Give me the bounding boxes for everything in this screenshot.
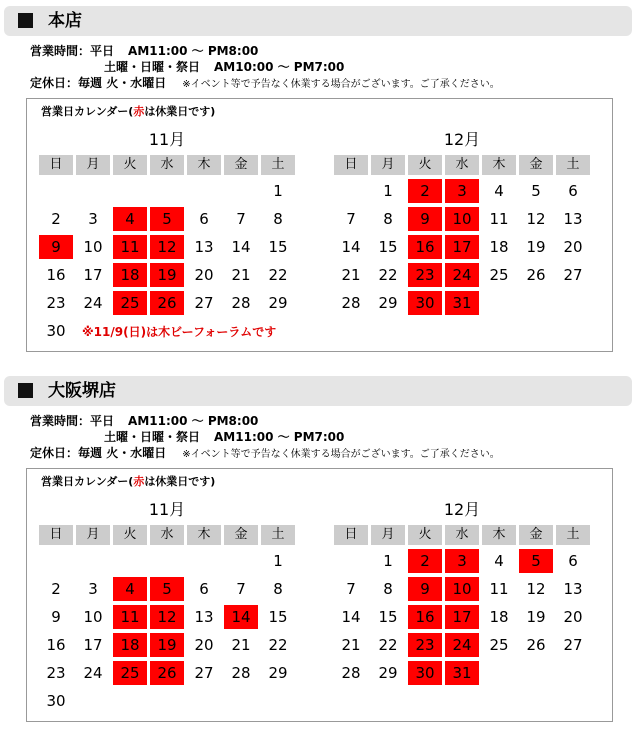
- calendar-day: 5: [531, 182, 541, 200]
- weekday-header: 月: [76, 155, 110, 175]
- calendar-day: 2: [51, 210, 61, 228]
- weekday-header: 火: [113, 155, 147, 175]
- calendar-day: 13: [194, 608, 214, 626]
- hours-days: 平日: [90, 414, 115, 428]
- hours-time: AM11:00 ～ PM8:00: [128, 44, 259, 58]
- calendar-day: 18: [489, 238, 509, 256]
- closed-days: 毎週 火・水曜日: [78, 446, 167, 460]
- weekday-header: 木: [187, 525, 221, 545]
- calendar-day: 12: [526, 580, 546, 598]
- calendar-day: 7: [236, 210, 246, 228]
- calendar-day: 10: [83, 608, 103, 626]
- calendar-day: 15: [378, 238, 398, 256]
- calendar-day: 1: [273, 182, 283, 200]
- calendar-note: ※11/9(日)は木ビーフォーラムです: [82, 325, 277, 339]
- hours-label: 営業時間：: [30, 44, 91, 58]
- weekday-header: 火: [113, 525, 147, 545]
- calendar-day: 8: [273, 210, 283, 228]
- calendar-day: 29: [378, 294, 398, 312]
- hours-time: AM10:00 ～ PM7:00: [214, 60, 345, 74]
- calendar-day: 19: [526, 238, 546, 256]
- calendar-day: 28: [341, 294, 361, 312]
- calendar-day-closed: 17: [445, 605, 479, 629]
- calendar-day: 9: [51, 608, 61, 626]
- calendar-day: 27: [563, 636, 583, 654]
- calendar-day: 11: [489, 580, 509, 598]
- calendar-day: 3: [88, 210, 98, 228]
- weekday-header: 木: [482, 155, 516, 175]
- weekday-header: 水: [150, 155, 184, 175]
- calendar-day-closed: 4: [113, 207, 147, 231]
- calendar-day-closed: 9: [408, 207, 442, 231]
- calendar-day-closed: 24: [445, 633, 479, 657]
- calendar-day-closed: 18: [113, 263, 147, 287]
- calendar-day: 6: [568, 182, 578, 200]
- calendar-day: 23: [46, 294, 66, 312]
- calendar-day: 1: [383, 182, 393, 200]
- weekday-header: 木: [187, 155, 221, 175]
- month-label: 12月: [443, 130, 481, 149]
- calendar-day: 7: [236, 580, 246, 598]
- calendar-day-closed: 25: [113, 661, 147, 685]
- calendar-day-closed: 2: [408, 549, 442, 573]
- month-label: 11月: [148, 130, 186, 149]
- calendar-day: 3: [88, 580, 98, 598]
- calendar-day-closed: 10: [445, 207, 479, 231]
- calendar-day-closed: 4: [113, 577, 147, 601]
- calendar-day-closed: 23: [408, 263, 442, 287]
- calendar-day-closed: 12: [150, 605, 184, 629]
- calendar-day: 28: [231, 294, 251, 312]
- calendar-day-closed: 31: [445, 291, 479, 315]
- calendar-day: 20: [194, 636, 214, 654]
- calendar-day: 21: [231, 636, 251, 654]
- weekday-header: 土: [261, 155, 295, 175]
- calendar-title-suffix: は休業日です): [144, 105, 216, 118]
- calendar-day-closed: 16: [408, 605, 442, 629]
- calendar-day: 29: [268, 294, 288, 312]
- calendar-day: 7: [346, 210, 356, 228]
- calendar-title: [41, 103, 215, 119]
- weekday-header: 水: [150, 525, 184, 545]
- calendar-day: 10: [83, 238, 103, 256]
- calendar-day-closed: 16: [408, 235, 442, 259]
- calendar-day: 30: [46, 322, 66, 340]
- calendar-day-closed: 23: [408, 633, 442, 657]
- weekday-header: 日: [334, 525, 368, 545]
- calendar-day-closed: 30: [408, 661, 442, 685]
- calendar-day: 4: [494, 552, 504, 570]
- weekday-header: 木: [482, 525, 516, 545]
- calendar-day-closed: 18: [113, 633, 147, 657]
- calendar-day: 23: [46, 664, 66, 682]
- calendar-title-prefix: 営業日カレンダー(: [41, 475, 134, 488]
- business-calendar: [26, 468, 613, 722]
- calendar-day: 17: [83, 636, 103, 654]
- calendar-day-closed: 19: [150, 633, 184, 657]
- calendar-day: 29: [268, 664, 288, 682]
- month-label: 12月: [443, 500, 481, 519]
- calendar-day: 27: [563, 266, 583, 284]
- hours-days: 土曜・日曜・祭日: [104, 430, 201, 444]
- calendar-day: 15: [378, 608, 398, 626]
- square-bullet-icon: [18, 383, 33, 398]
- weekday-header: 金: [519, 525, 553, 545]
- calendar-day: 20: [194, 266, 214, 284]
- calendar-day: 7: [346, 580, 356, 598]
- calendar-day: 1: [383, 552, 393, 570]
- weekday-header: 土: [556, 155, 590, 175]
- weekday-header: 火: [408, 525, 442, 545]
- calendar-day: 2: [51, 580, 61, 598]
- hours-line-weekend: [104, 429, 344, 446]
- calendar-day-closed: 10: [445, 577, 479, 601]
- calendar-day-closed: 3: [445, 549, 479, 573]
- calendar-day-closed: 24: [445, 263, 479, 287]
- calendar-day: 6: [199, 580, 209, 598]
- calendar-day: 1: [273, 552, 283, 570]
- business-calendar: [26, 98, 613, 352]
- calendar-day: 16: [46, 266, 66, 284]
- calendar-day: 25: [489, 636, 509, 654]
- calendar-day: 8: [383, 580, 393, 598]
- calendar-day-closed: 25: [113, 291, 147, 315]
- calendar-day: 26: [526, 636, 546, 654]
- store-section-1: [0, 370, 635, 730]
- calendar-day: 21: [231, 266, 251, 284]
- calendar-day-closed: 30: [408, 291, 442, 315]
- calendar-day: 16: [46, 636, 66, 654]
- closed-note: ※イベント等で予告なく休業する場合がございます。ご了承ください。: [182, 449, 500, 460]
- calendar-day: 25: [489, 266, 509, 284]
- closed-days: 毎週 火・水曜日: [78, 76, 167, 90]
- weekday-header: 土: [556, 525, 590, 545]
- calendar-day: 14: [341, 608, 361, 626]
- weekday-header: 金: [224, 525, 258, 545]
- calendar-day: 21: [341, 266, 361, 284]
- weekday-header: 水: [445, 155, 479, 175]
- calendar-day: 22: [268, 266, 288, 284]
- weekday-header: 水: [445, 525, 479, 545]
- calendar-day: 20: [563, 608, 583, 626]
- calendar-day: 27: [194, 294, 214, 312]
- weekday-header: 月: [371, 155, 405, 175]
- calendar-day: 15: [268, 238, 288, 256]
- hours-label: 営業時間：: [30, 414, 91, 428]
- calendar-day-closed: 11: [113, 605, 147, 629]
- calendar-title-red: 赤: [133, 105, 145, 118]
- calendar-day: 28: [231, 664, 251, 682]
- calendar-day: 20: [563, 238, 583, 256]
- calendar-day: 6: [199, 210, 209, 228]
- calendar-title-red: 赤: [133, 475, 145, 488]
- calendar-day: 13: [563, 210, 583, 228]
- closed-days-line: [30, 75, 500, 93]
- hours-line-weekday: [30, 413, 258, 430]
- calendar-day: 12: [526, 210, 546, 228]
- calendar-day-closed: 9: [39, 235, 73, 259]
- calendar-day: 29: [378, 664, 398, 682]
- weekday-header: 金: [224, 155, 258, 175]
- hours-days: 平日: [90, 44, 115, 58]
- calendar-day: 8: [383, 210, 393, 228]
- calendar-title-prefix: 営業日カレンダー(: [41, 105, 134, 118]
- weekday-header: 金: [519, 155, 553, 175]
- calendar-day-closed: 17: [445, 235, 479, 259]
- calendar-day: 13: [194, 238, 214, 256]
- calendar-day: 26: [526, 266, 546, 284]
- calendar-day: 4: [494, 182, 504, 200]
- calendar-day-closed: 19: [150, 263, 184, 287]
- weekday-header: 日: [39, 525, 73, 545]
- hours-time: AM11:00 ～ PM7:00: [214, 430, 345, 444]
- month-label: 11月: [148, 500, 186, 519]
- store-title: 大阪堺店: [48, 381, 116, 401]
- calendar-day: 22: [378, 636, 398, 654]
- calendar-day: 13: [563, 580, 583, 598]
- closed-label: 定休日：: [30, 76, 79, 90]
- calendar-day: 11: [489, 210, 509, 228]
- closed-label: 定休日：: [30, 446, 79, 460]
- hours-line-weekday: [30, 43, 258, 60]
- calendar-day: 27: [194, 664, 214, 682]
- calendar-day: 19: [526, 608, 546, 626]
- calendar-day-closed: 5: [150, 207, 184, 231]
- calendar-day: 24: [83, 294, 103, 312]
- calendar-day-closed: 3: [445, 179, 479, 203]
- calendar-day-closed: 26: [150, 291, 184, 315]
- closed-note: ※イベント等で予告なく休業する場合がございます。ご了承ください。: [182, 79, 500, 90]
- calendar-day-closed: 5: [150, 577, 184, 601]
- calendar-day: 28: [341, 664, 361, 682]
- closed-days-line: [30, 445, 500, 463]
- calendar-title: [41, 473, 215, 489]
- weekday-header: 月: [76, 525, 110, 545]
- square-bullet-icon: [18, 13, 33, 28]
- calendar-day: 17: [83, 266, 103, 284]
- calendar-title-suffix: は休業日です): [144, 475, 216, 488]
- calendar-day: 30: [46, 692, 66, 710]
- calendar-day-closed: 11: [113, 235, 147, 259]
- weekday-header: 月: [371, 525, 405, 545]
- calendar-day-closed: 26: [150, 661, 184, 685]
- calendar-day: 14: [341, 238, 361, 256]
- calendar-day-closed: 9: [408, 577, 442, 601]
- calendar-day: 22: [268, 636, 288, 654]
- calendar-day-closed: 14: [224, 605, 258, 629]
- calendar-day-closed: 2: [408, 179, 442, 203]
- calendar-day: 21: [341, 636, 361, 654]
- weekday-header: 火: [408, 155, 442, 175]
- calendar-day-closed: 5: [519, 549, 553, 573]
- calendar-day: 24: [83, 664, 103, 682]
- store-title: 本店: [48, 11, 82, 31]
- calendar-day-closed: 31: [445, 661, 479, 685]
- calendar-day-closed: 12: [150, 235, 184, 259]
- calendar-day: 8: [273, 580, 283, 598]
- weekday-header: 土: [261, 525, 295, 545]
- hours-time: AM11:00 ～ PM8:00: [128, 414, 259, 428]
- store-header: [4, 6, 632, 36]
- hours-line-weekend: [104, 59, 344, 76]
- store-header: [4, 376, 632, 406]
- calendar-day: 22: [378, 266, 398, 284]
- hours-days: 土曜・日曜・祭日: [104, 60, 201, 74]
- calendar-day: 18: [489, 608, 509, 626]
- calendar-day: 15: [268, 608, 288, 626]
- calendar-day: 14: [231, 238, 251, 256]
- store-section-0: [0, 0, 635, 360]
- calendar-day: 6: [568, 552, 578, 570]
- weekday-header: 日: [334, 155, 368, 175]
- weekday-header: 日: [39, 155, 73, 175]
